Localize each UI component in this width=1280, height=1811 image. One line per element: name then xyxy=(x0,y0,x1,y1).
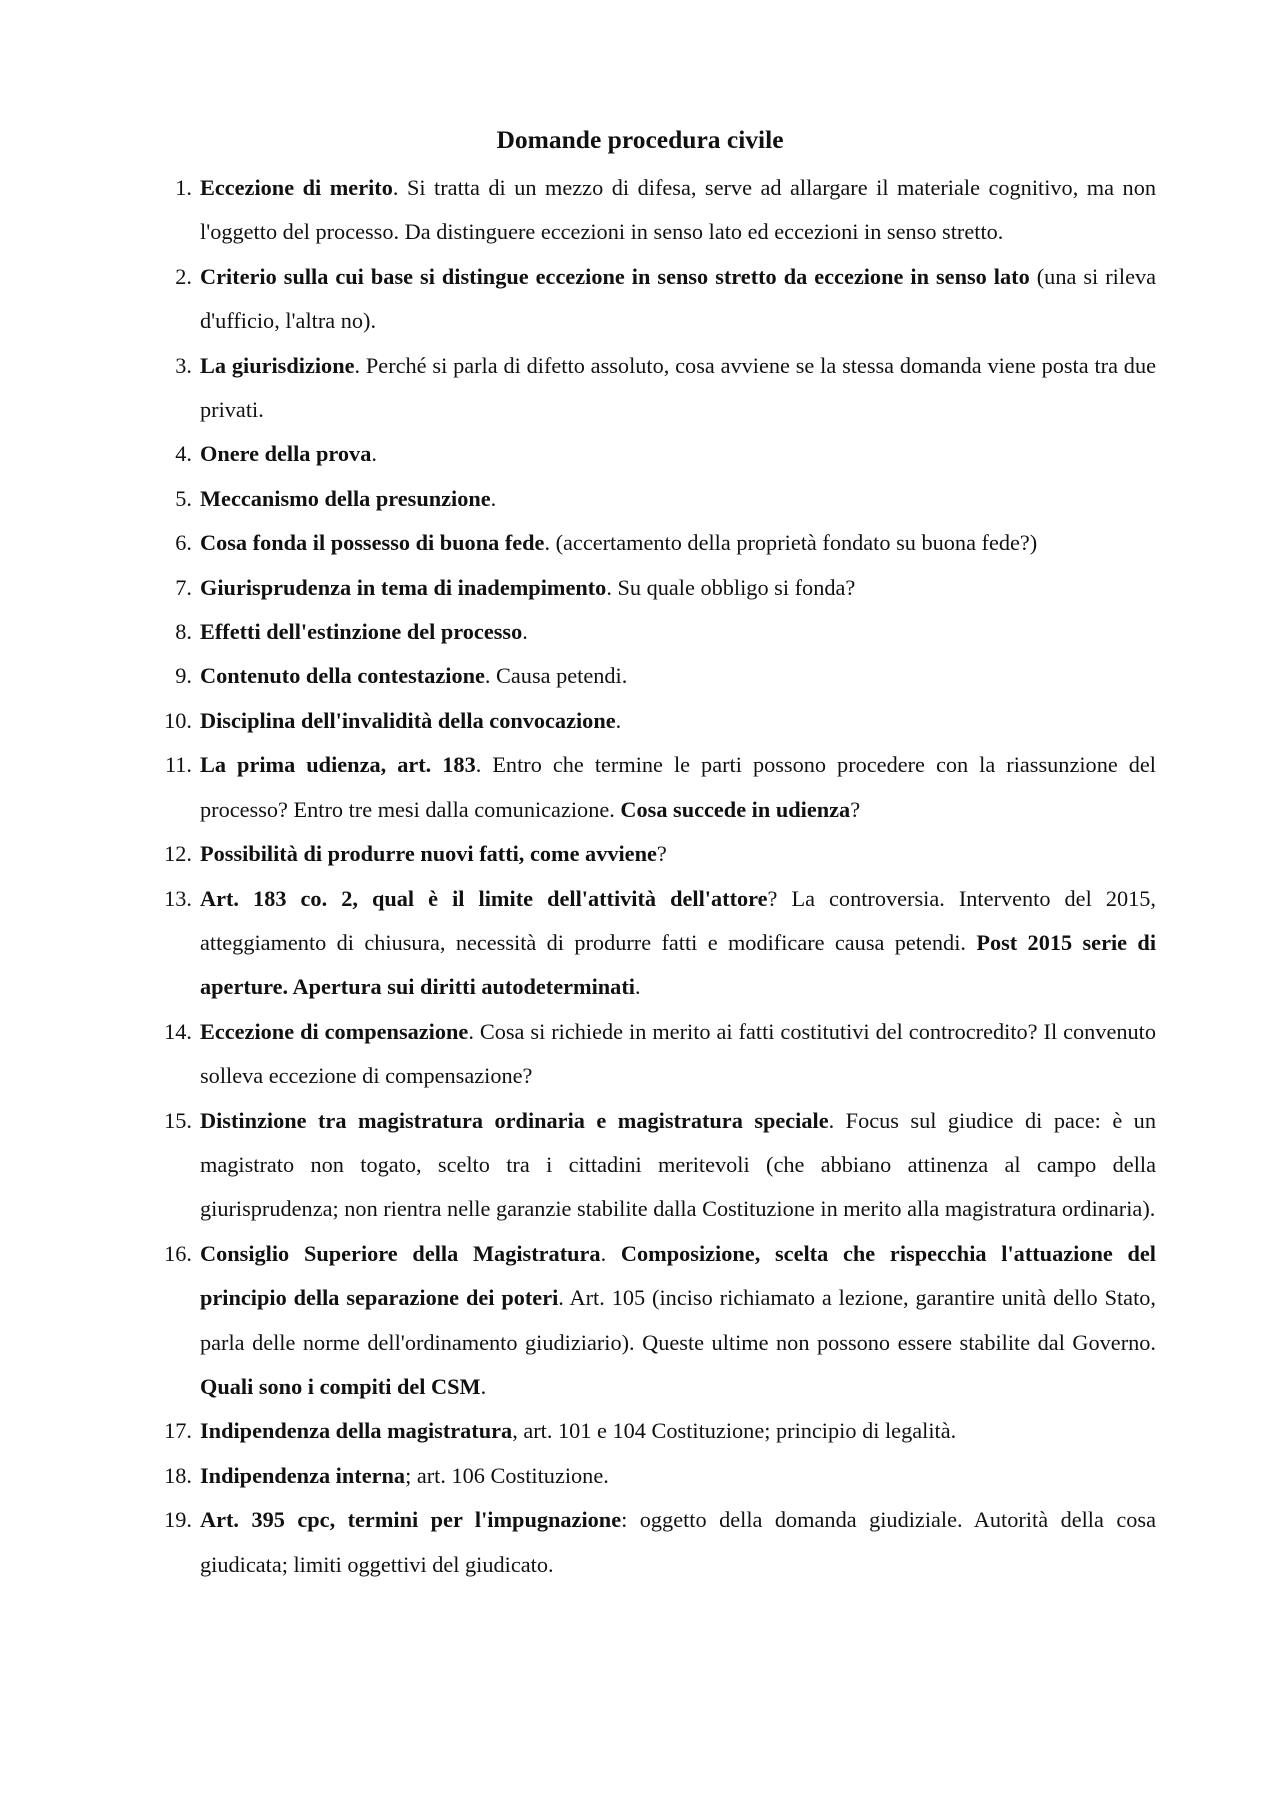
bold-text: Cosa succede in udienza xyxy=(620,796,851,822)
plain-text: . Perché si parla di difetto assoluto, cosa avviene se la stessa domanda viene posta tra due privati. xyxy=(200,352,1156,423)
bold-text: Art. 395 cpc, termini per l'impugnazione xyxy=(200,1507,622,1533)
list-item-number: 13. xyxy=(164,885,192,911)
list-item-text xyxy=(200,1463,609,1488)
list-item-text xyxy=(200,886,1156,1000)
list-item-number: 7. xyxy=(175,574,192,600)
bold-text: Quali sono i compiti del CSM xyxy=(200,1373,481,1399)
bold-text: Disciplina dell'invalidità della convocazione xyxy=(200,707,616,733)
list-item-number: 8. xyxy=(175,619,192,645)
list-item-text xyxy=(200,264,1156,333)
bold-text: Indipendenza interna xyxy=(200,1462,406,1488)
bold-text: Consiglio Superiore della Magistratura xyxy=(200,1240,601,1266)
list-item xyxy=(150,743,1156,832)
list-item xyxy=(150,255,1156,344)
bold-text: Possibilità di produrre nuovi fatti, come avviene xyxy=(200,841,657,867)
bold-text: Meccanismo della presunzione xyxy=(200,485,491,511)
list-item xyxy=(150,166,1156,255)
bold-text: Giurisprudenza in tema di inadempimento xyxy=(200,574,607,600)
list-item-number: 17. xyxy=(164,1418,192,1444)
plain-text: . Entro che termine le parti possono procedere con la riassunzione del processo? Entro tre mesi dalla comunicazione. xyxy=(200,752,1156,822)
list-item-text xyxy=(200,1507,1156,1576)
list-item-number: 10. xyxy=(164,707,192,733)
bold-text: Eccezione di merito xyxy=(200,175,393,200)
list-item-text xyxy=(200,841,667,866)
list-item-number: 5. xyxy=(175,485,192,511)
list-item-number: 3. xyxy=(175,352,192,378)
plain-text: ? La controversia. Intervento del 2015, atteggiamento di chiusura, necessità di produrre fatti e modificare causa petendi. xyxy=(200,885,1156,955)
list-item xyxy=(150,877,1156,1010)
list-item xyxy=(150,654,1156,698)
list-item-number: 19. xyxy=(164,1507,192,1533)
list-item xyxy=(150,1099,1156,1232)
bold-text: Eccezione di compensazione xyxy=(200,1018,469,1044)
list-item xyxy=(150,432,1156,476)
plain-text: . xyxy=(371,441,377,467)
plain-text: . Causa petendi. xyxy=(484,663,628,689)
plain-text: . Su quale obbligo si fonda? xyxy=(606,574,856,600)
list-item-number: 6. xyxy=(175,530,192,556)
list-item xyxy=(150,1232,1156,1410)
plain-text: . xyxy=(600,1240,621,1266)
list-item-number: 4. xyxy=(175,441,192,467)
bold-text: Distinzione tra magistratura ordinaria e magistratura speciale xyxy=(200,1107,829,1133)
document-title: Domande procedura civile xyxy=(496,125,784,154)
list-item-text xyxy=(200,575,855,600)
list-item-text xyxy=(200,441,377,466)
list-item-text xyxy=(200,708,621,733)
list-item-number: 11. xyxy=(164,752,192,778)
bold-text: Cosa fonda il possesso di buona fede xyxy=(200,530,545,556)
list-item-text xyxy=(200,619,528,644)
list-item xyxy=(150,699,1156,743)
list-item-number: 9. xyxy=(175,663,192,689)
plain-text: . xyxy=(480,1373,487,1399)
bold-text: La prima udienza, art. 183 xyxy=(200,752,476,778)
plain-text: ? xyxy=(850,796,861,822)
plain-text: ; art. 106 Costituzione. xyxy=(405,1462,609,1488)
list-item-text xyxy=(200,353,1156,422)
plain-text: ? xyxy=(656,841,667,867)
plain-text: (una si rileva d'ufficio, l'altra no). xyxy=(200,263,1157,334)
plain-text: . Cosa si richiede in merito ai fatti costitutivi del controcredito? Il convenuto solleva eccezione di compensazione? xyxy=(200,1018,1156,1089)
bold-text: Post 2015 serie di aperture. Apertura sui diritti autodeterminati xyxy=(200,929,1157,1000)
bold-text: Art. 183 co. 2, qual è il limite dell'attività dell'attore xyxy=(200,885,768,911)
list-item xyxy=(150,610,1156,654)
bold-text: Criterio sulla cui base si distingue eccezione in senso stretto da eccezione in senso lato xyxy=(200,263,1030,289)
bold-text: Contenuto della contestazione xyxy=(200,663,485,689)
list-item xyxy=(150,521,1156,565)
list-item-text xyxy=(200,486,496,511)
list-item-text xyxy=(200,663,627,688)
list-item-number: 2. xyxy=(175,263,192,289)
list-item-text xyxy=(200,530,1037,555)
list-item-number: 18. xyxy=(164,1462,192,1488)
list-item-number: 1. xyxy=(175,175,192,200)
bold-text: La giurisdizione xyxy=(200,352,355,378)
plain-text: . xyxy=(490,485,497,511)
plain-text: . (accertamento della proprietà fondato su buona fede?) xyxy=(544,530,1038,556)
questions-list xyxy=(150,166,1156,1587)
list-item xyxy=(150,566,1156,610)
list-item xyxy=(150,1498,1156,1587)
plain-text: : oggetto della domanda giudiziale. Autorità della cosa giudicata; limiti oggettivi del giudicato. xyxy=(200,1507,1156,1577)
bold-text: Indipendenza della magistratura xyxy=(200,1418,513,1444)
list-item-text xyxy=(200,175,1156,244)
plain-text: . xyxy=(615,707,622,733)
list-item-text xyxy=(200,1019,1156,1088)
bold-text: Composizione, scelta che rispecchia l'attuazione del principio della separazione dei poteri xyxy=(200,1240,1156,1311)
list-item-text xyxy=(200,1108,1156,1222)
list-item xyxy=(150,832,1156,876)
list-item xyxy=(150,344,1156,433)
list-item-number: 14. xyxy=(164,1018,192,1044)
list-item-text xyxy=(200,752,1156,821)
plain-text: . Art. 105 (inciso richiamato a lezione, garantire unità dello Stato, parla delle norme dell'ordinamento giudiziario). Queste ultime non possono essere stabilite dal Governo. xyxy=(200,1285,1156,1355)
list-item-text xyxy=(200,1418,956,1443)
list-item xyxy=(150,477,1156,521)
list-item-number: 15. xyxy=(164,1107,192,1133)
bold-text: Onere della prova xyxy=(200,441,372,467)
list-item-text xyxy=(200,1241,1156,1399)
plain-text: , art. 101 e 104 Costituzione; principio di legalità. xyxy=(512,1418,957,1444)
list-item xyxy=(150,1454,1156,1498)
bold-text: Effetti dell'estinzione del processo xyxy=(200,619,523,645)
plain-text: . xyxy=(634,974,641,1000)
list-item-number: 16. xyxy=(164,1240,192,1266)
list-item-number: 12. xyxy=(164,841,192,867)
list-item xyxy=(150,1409,1156,1453)
plain-text: . xyxy=(522,619,528,645)
plain-text: . Si tratta di un mezzo di difesa, serve ad allargare il materiale cognitivo, ma non l'oggetto del processo. Da distinguere eccezioni in senso lato ed eccezioni in senso stretto. xyxy=(200,175,1156,245)
plain-text: . Focus sul giudice di pace: è un magistrato non togato, scelto tra i cittadini meritevoli (che abbiano attinenza al campo della giurisprudenza; non rientra nelle garanzie stabilite dalla Costituzione in merito alla magistratura ordinaria). xyxy=(200,1107,1156,1222)
list-item xyxy=(150,1010,1156,1099)
